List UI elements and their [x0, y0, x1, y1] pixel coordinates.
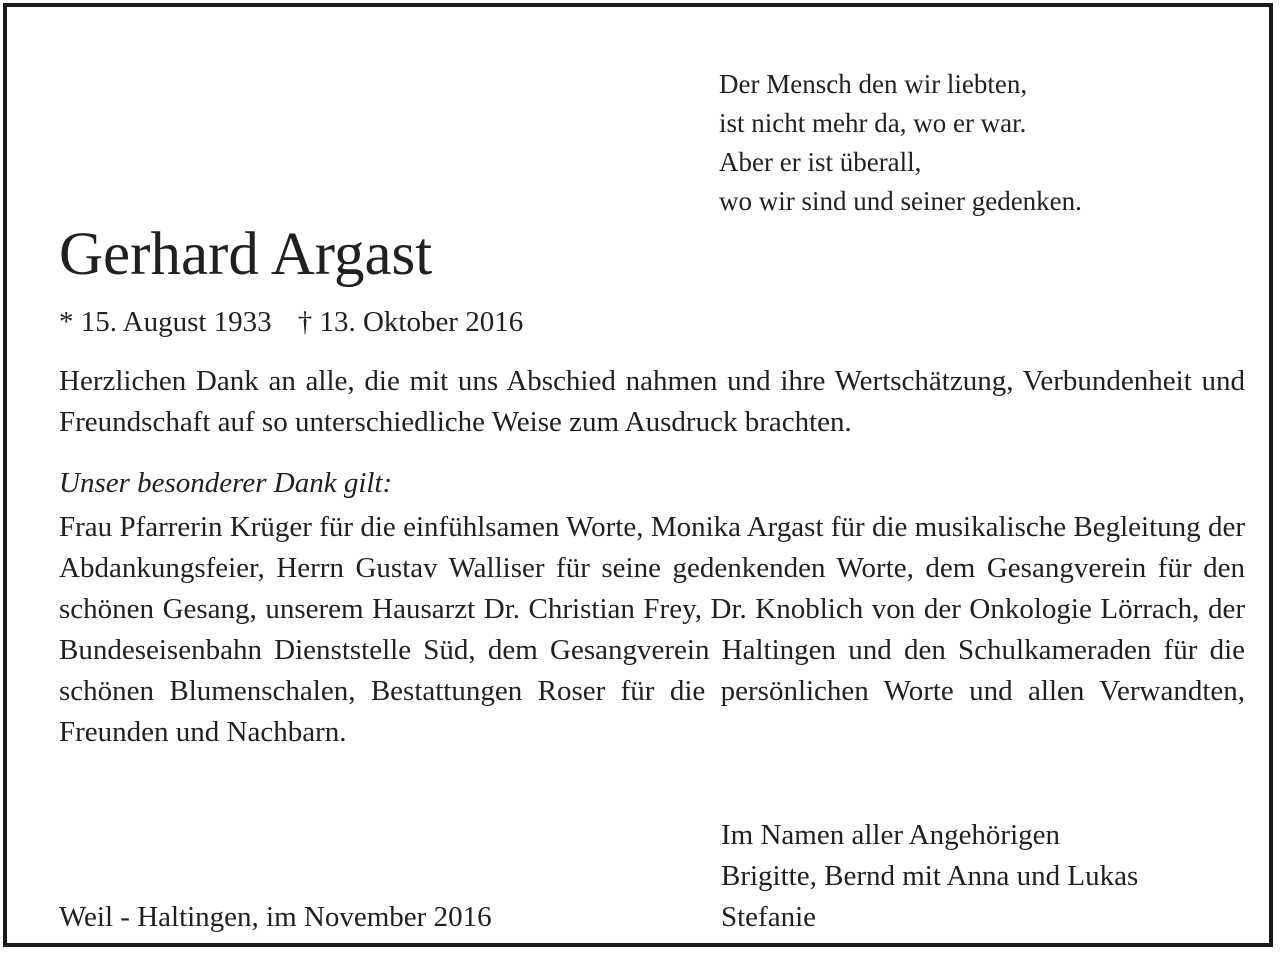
signature-line: Im Namen aller Angehörigen [721, 819, 1061, 851]
poem-line: wo wir sind und seiner gedenken. [719, 186, 1082, 216]
death-date: † 13. Oktober 2016 [297, 306, 524, 338]
signature-line: Brigitte, Bernd mit Anna und Lukas [721, 860, 1139, 892]
life-dates [59, 303, 523, 341]
memorial-poem [719, 65, 1082, 221]
deceased-name: Gerhard Argast [59, 221, 433, 288]
signature-block [721, 815, 1138, 938]
special-thanks-heading: Unser besonderer Dank gilt: [59, 467, 393, 499]
place-and-date: Weil - Haltingen, im November 2016 [59, 901, 492, 933]
poem-line: ist nicht mehr da, wo er war. [719, 108, 1027, 138]
poem-line: Der Mensch den wir liebten, [719, 69, 1028, 99]
special-thanks-text: Frau Pfarrerin Krüger für die einfühlsamen Worte, Monika Argast für die musikalische Begleitung der Abdankungsfeier, Herrn Gustav Walliser für seine gedenkenden Worte, dem Gesangverein für den schönen Gesang, unserem Hausarzt Dr. Christian Frey, Dr. Knoblich von der Onkologie Lörrach, der Bundeseisenbahn Dienststelle Süd, dem Gesangverein Haltingen und den Schulkameraden für die schönen Blumenschalen, Bestattungen Roser für die persönlichen Worte und allen Verwandten, Freunden und Nachbarn. [59, 511, 1245, 748]
obituary-frame [3, 3, 1273, 947]
general-thanks: Herzlichen Dank an alle, die mit uns Abschied nahmen und ihre Wertschätzung, Verbundenheit und Freundschaft auf so unterschiedliche Weise zum Ausdruck brachten. [59, 365, 1245, 438]
poem-line: Aber er ist überall, [719, 147, 922, 177]
signature-line: Stefanie [721, 901, 817, 933]
birth-date: * 15. August 1933 [59, 306, 272, 338]
